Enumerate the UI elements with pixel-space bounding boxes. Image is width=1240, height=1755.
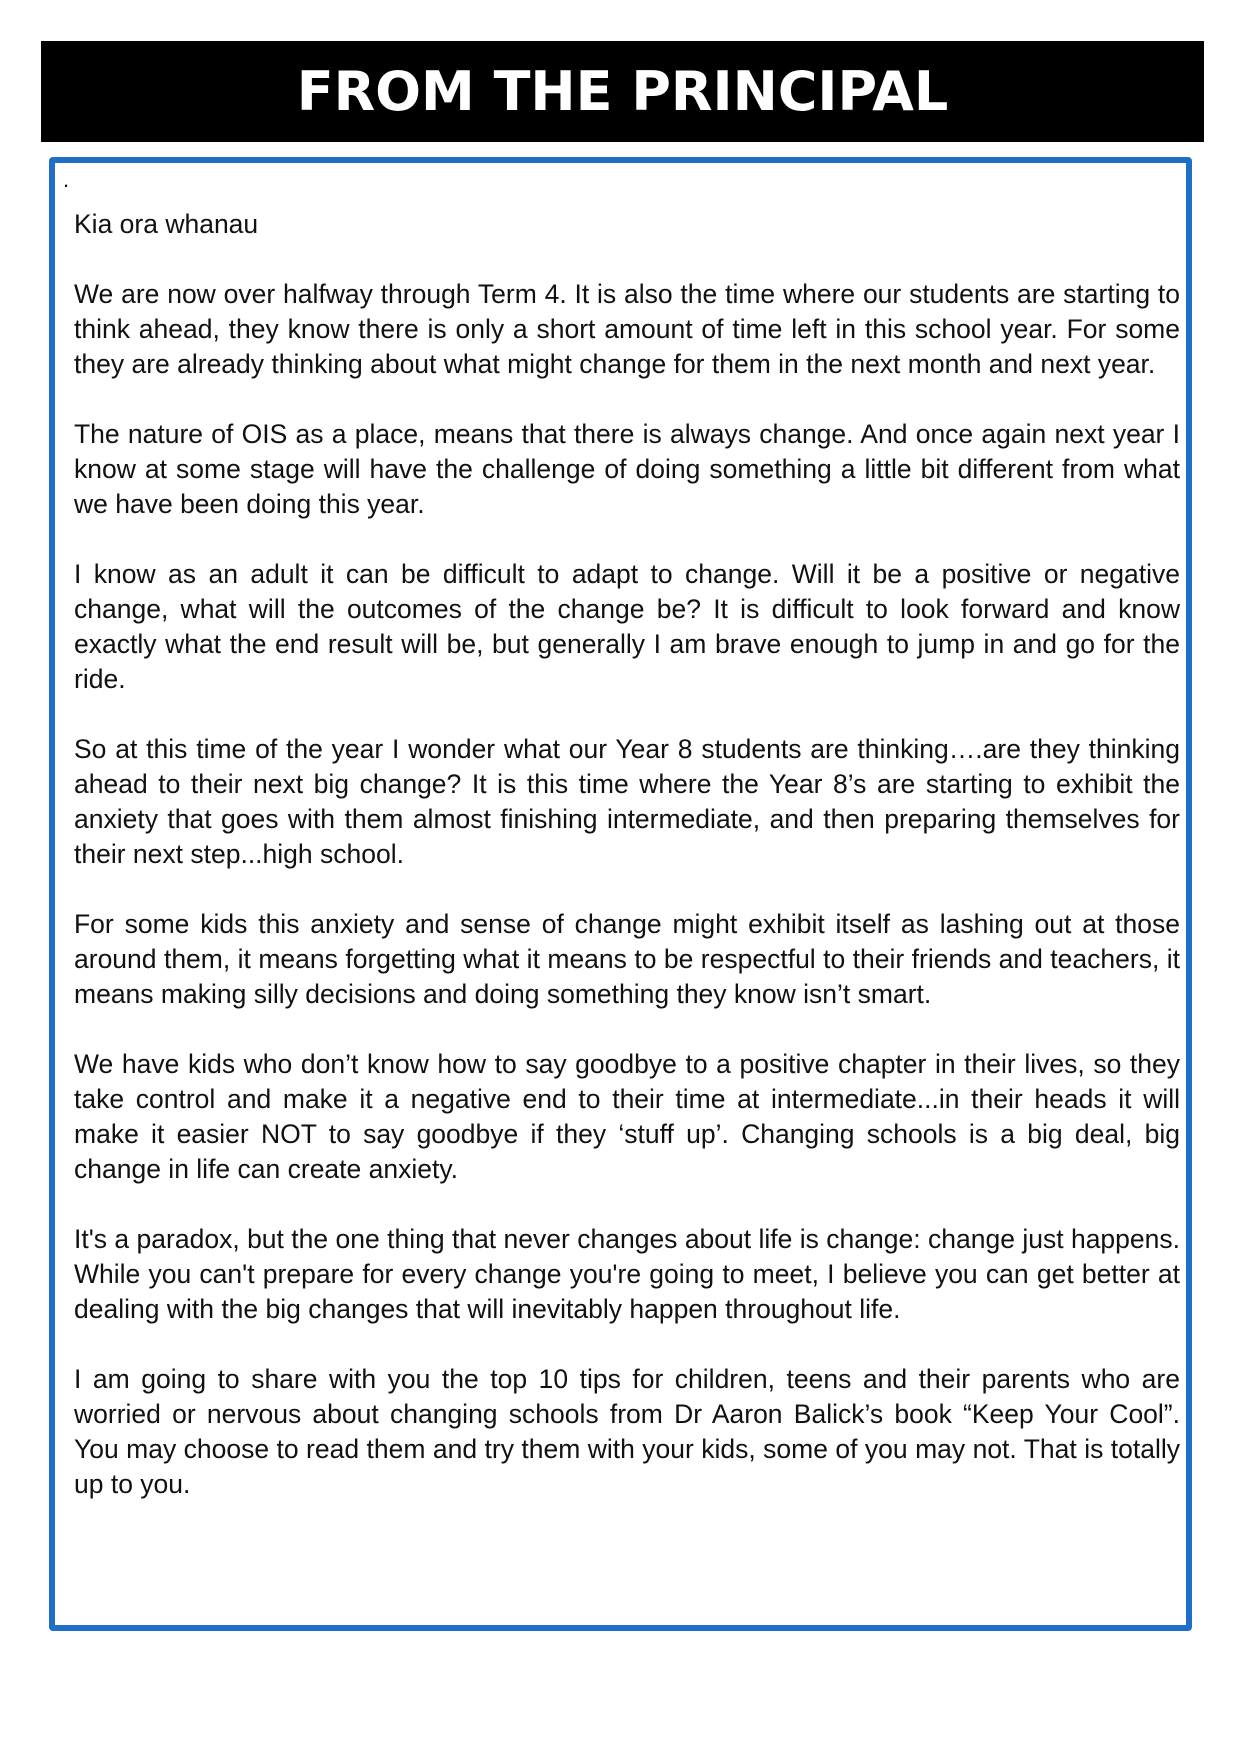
greeting: Kia ora whanau [74, 209, 259, 239]
paragraph-5: For some kids this anxiety and sense of change might exhibit itself as lashing out at those around them, it means forgetting what it means to be respectful to their friends and teachers, it means making silly decisions and doing something they know isn’t smart. [74, 909, 1180, 1009]
letter-body [74, 207, 1180, 1537]
paragraph-8: I am going to share with you the top 10 tips for children, teens and their parents who are worried or nervous about changing schools from Dr Aaron Balick’s book “Keep Your Cool”. You may choose to read them and try them with your kids, some of you may not. That is totally up to you. [74, 1364, 1180, 1499]
paragraph-7: It's a paradox, but the one thing that never changes about life is change: change just happens. While you can't prepare for every change you're going to meet, I believe you can get better at dealing with the big changes that will inevitably happen throughout life. [74, 1224, 1180, 1324]
letter-frame [49, 157, 1192, 1631]
paragraph-4: So at this time of the year I wonder what our Year 8 students are thinking….are they thinking ahead to their next big change? It is this time where the Year 8’s are starting to exhibit the anxiety that goes with them almost finishing intermediate, and then preparing themselves for their next step...high school. [74, 734, 1180, 869]
paragraph-1: We are now over halfway through Term 4. It is also the time where our students are starting to think ahead, they know there is only a short amount of time left in this school year. For some they are already thinking about what might change for them in the next month and next year. [74, 279, 1180, 379]
paragraph-6: We have kids who don’t know how to say goodbye to a positive chapter in their lives, so they take control and make it a negative end to their time at intermediate...in their heads it will make it easier NOT to say goodbye if they ‘stuff up’. Changing schools is a big deal, big change in life can create anxiety. [74, 1049, 1180, 1184]
page-header [41, 41, 1204, 142]
stray-mark: . [63, 167, 70, 192]
paragraph-2: The nature of OIS as a place, means that there is always change. And once again next year I know at some stage will have the challenge of doing something a little bit different from what we have been doing this year. [74, 419, 1180, 519]
paragraph-3: I know as an adult it can be difficult to adapt to change. Will it be a positive or negative change, what will the outcomes of the change be? It is difficult to look forward and know exactly what the end result will be, but generally I am brave enough to jump in and go for the ride. [74, 559, 1180, 694]
page-title: FROM THE PRINCIPAL [296, 60, 949, 123]
